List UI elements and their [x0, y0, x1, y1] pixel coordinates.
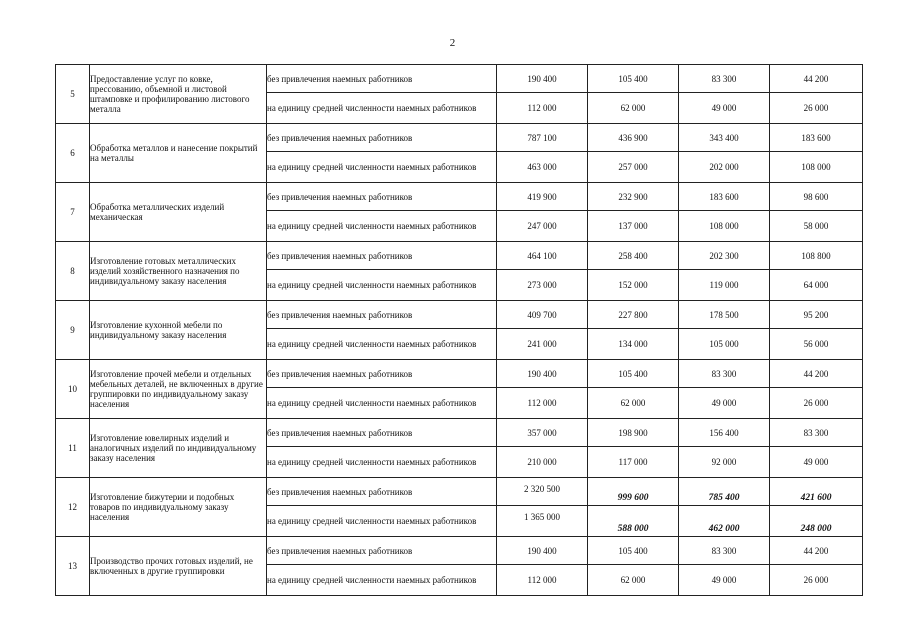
- value-cell: 44 200: [770, 360, 863, 388]
- condition-cell: без привлечения наемных работников: [267, 183, 497, 211]
- value-cell: 92 000: [679, 447, 770, 478]
- value-cell: 117 000: [588, 447, 679, 478]
- table-row: [56, 65, 863, 93]
- value-cell: 26 000: [770, 93, 863, 124]
- value-cell: 409 700: [497, 301, 588, 329]
- value-cell: 49 000: [679, 565, 770, 596]
- table-row: [56, 183, 863, 211]
- activity-name: Предоставление услуг по ковке, прессованию, объемной и листовой штамповке и профилированию листового металла: [90, 65, 267, 124]
- condition-cell: на единицу средней численности наемных работников: [267, 152, 497, 183]
- condition-cell: на единицу средней численности наемных работников: [267, 447, 497, 478]
- value-cell: 588 000: [588, 506, 679, 537]
- value-cell: 134 000: [588, 329, 679, 360]
- value-cell: 105 400: [588, 360, 679, 388]
- value-cell: 1 365 000: [497, 506, 588, 537]
- value-cell: 178 500: [679, 301, 770, 329]
- table-row: [56, 419, 863, 447]
- value-cell: 83 300: [679, 537, 770, 565]
- value-cell: 112 000: [497, 93, 588, 124]
- row-number: 9: [56, 301, 90, 360]
- value-cell: 227 800: [588, 301, 679, 329]
- activity-name: Обработка металлов и нанесение покрытий на металлы: [90, 124, 267, 183]
- value-cell: 248 000: [770, 506, 863, 537]
- value-cell: 190 400: [497, 537, 588, 565]
- value-cell: 421 600: [770, 478, 863, 506]
- value-cell: 108 000: [770, 152, 863, 183]
- value-cell: 58 000: [770, 211, 863, 242]
- condition-cell: на единицу средней численности наемных работников: [267, 329, 497, 360]
- condition-cell: без привлечения наемных работников: [267, 65, 497, 93]
- tariff-table: [55, 64, 863, 596]
- row-number: 10: [56, 360, 90, 419]
- value-cell: 49 000: [679, 388, 770, 419]
- value-cell: 190 400: [497, 65, 588, 93]
- value-cell: 357 000: [497, 419, 588, 447]
- row-number: 5: [56, 65, 90, 124]
- value-cell: 105 400: [588, 537, 679, 565]
- condition-cell: без привлечения наемных работников: [267, 242, 497, 270]
- activity-name: Изготовление кухонной мебели по индивидуальному заказу населения: [90, 301, 267, 360]
- value-cell: 462 000: [679, 506, 770, 537]
- value-cell: 44 200: [770, 537, 863, 565]
- value-cell: 98 600: [770, 183, 863, 211]
- value-cell: 183 600: [679, 183, 770, 211]
- table-row: [56, 242, 863, 270]
- activity-name: Изготовление прочей мебели и отдельных мебельных деталей, не включенных в другие группировки по индивидуальному заказу населения: [90, 360, 267, 419]
- value-cell: 464 100: [497, 242, 588, 270]
- row-number: 13: [56, 537, 90, 596]
- value-cell: 26 000: [770, 388, 863, 419]
- value-cell: 112 000: [497, 565, 588, 596]
- condition-cell: на единицу средней численности наемных работников: [267, 93, 497, 124]
- table-row: [56, 301, 863, 329]
- value-cell: 202 000: [679, 152, 770, 183]
- activity-name: Изготовление готовых металлических изделий хозяйственного назначения по индивидуальному заказу населения: [90, 242, 267, 301]
- value-cell: 83 300: [770, 419, 863, 447]
- value-cell: 64 000: [770, 270, 863, 301]
- value-cell: 152 000: [588, 270, 679, 301]
- value-cell: 202 300: [679, 242, 770, 270]
- condition-cell: без привлечения наемных работников: [267, 301, 497, 329]
- value-cell: 257 000: [588, 152, 679, 183]
- value-cell: 62 000: [588, 93, 679, 124]
- table-row: [56, 537, 863, 565]
- condition-cell: без привлечения наемных работников: [267, 537, 497, 565]
- value-cell: 108 800: [770, 242, 863, 270]
- value-cell: 83 300: [679, 65, 770, 93]
- value-cell: 49 000: [679, 93, 770, 124]
- value-cell: 62 000: [588, 388, 679, 419]
- condition-cell: на единицу средней численности наемных работников: [267, 388, 497, 419]
- activity-name: Изготовление бижутерии и подобных товаров по индивидуальному заказу населения: [90, 478, 267, 537]
- value-cell: 190 400: [497, 360, 588, 388]
- row-number: 7: [56, 183, 90, 242]
- activity-name: Обработка металлических изделий механическая: [90, 183, 267, 242]
- value-cell: 137 000: [588, 211, 679, 242]
- row-number: 11: [56, 419, 90, 478]
- value-cell: 343 400: [679, 124, 770, 152]
- value-cell: 999 600: [588, 478, 679, 506]
- value-cell: 95 200: [770, 301, 863, 329]
- value-cell: 2 320 500: [497, 478, 588, 506]
- condition-cell: на единицу средней численности наемных работников: [267, 211, 497, 242]
- value-cell: 210 000: [497, 447, 588, 478]
- value-cell: 112 000: [497, 388, 588, 419]
- value-cell: 119 000: [679, 270, 770, 301]
- value-cell: 44 200: [770, 65, 863, 93]
- value-cell: 56 000: [770, 329, 863, 360]
- condition-cell: на единицу средней численности наемных работников: [267, 270, 497, 301]
- condition-cell: без привлечения наемных работников: [267, 124, 497, 152]
- value-cell: 787 100: [497, 124, 588, 152]
- value-cell: 183 600: [770, 124, 863, 152]
- value-cell: 156 400: [679, 419, 770, 447]
- value-cell: 83 300: [679, 360, 770, 388]
- value-cell: 49 000: [770, 447, 863, 478]
- value-cell: 198 900: [588, 419, 679, 447]
- value-cell: 232 900: [588, 183, 679, 211]
- table-row: [56, 124, 863, 152]
- value-cell: 247 000: [497, 211, 588, 242]
- value-cell: 258 400: [588, 242, 679, 270]
- condition-cell: без привлечения наемных работников: [267, 360, 497, 388]
- value-cell: 436 900: [588, 124, 679, 152]
- table-row: [56, 360, 863, 388]
- condition-cell: на единицу средней численности наемных работников: [267, 565, 497, 596]
- value-cell: 108 000: [679, 211, 770, 242]
- value-cell: 62 000: [588, 565, 679, 596]
- condition-cell: на единицу средней численности наемных работников: [267, 506, 497, 537]
- value-cell: 785 400: [679, 478, 770, 506]
- value-cell: 463 000: [497, 152, 588, 183]
- value-cell: 419 900: [497, 183, 588, 211]
- condition-cell: без привлечения наемных работников: [267, 478, 497, 506]
- value-cell: 241 000: [497, 329, 588, 360]
- row-number: 8: [56, 242, 90, 301]
- value-cell: 105 400: [588, 65, 679, 93]
- value-cell: 26 000: [770, 565, 863, 596]
- row-number: 6: [56, 124, 90, 183]
- activity-name: Изготовление ювелирных изделий и аналогичных изделий по индивидуальному заказу населения: [90, 419, 267, 478]
- row-number: 12: [56, 478, 90, 537]
- condition-cell: без привлечения наемных работников: [267, 419, 497, 447]
- value-cell: 105 000: [679, 329, 770, 360]
- page-number: 2: [449, 37, 456, 49]
- activity-name: Производство прочих готовых изделий, не включенных в другие группировки: [90, 537, 267, 596]
- value-cell: 273 000: [497, 270, 588, 301]
- table-row: [56, 478, 863, 506]
